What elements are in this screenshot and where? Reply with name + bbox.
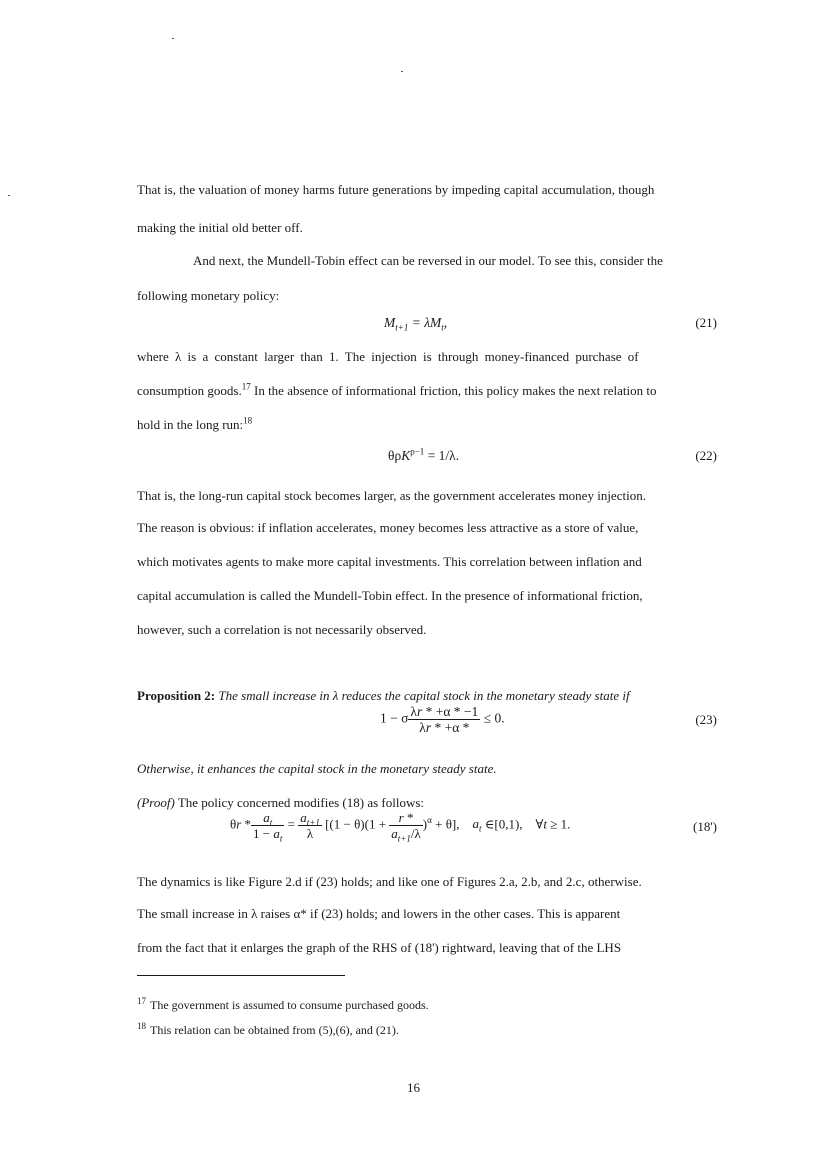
body-text-line: from the fact that it enlarges the graph of the RHS of (18') rightward, leaving that of the LHS <box>137 940 622 955</box>
proposition-heading <box>137 687 717 704</box>
page-number: 16 <box>407 1080 420 1095</box>
inline-text: hold in the long run: <box>137 417 244 432</box>
scan-speck <box>8 195 10 196</box>
scan-speck <box>401 71 403 72</box>
body-text-line: That is, the valuation of money harms future generations by impeding capital accumulation, though <box>137 182 655 197</box>
footnote-mark: 17 <box>137 996 146 1006</box>
footnote-mark: 18 <box>243 415 253 426</box>
body-text-line: The reason is obvious: if inflation accelerates, money becomes less attractive as a store of value, <box>137 520 639 535</box>
equation-number: (23) <box>695 712 717 727</box>
body-text-line: The dynamics is like Figure 2.d if (23) holds; and like one of Figures 2.a, 2.b, and 2.c, otherwise. <box>137 874 642 889</box>
equation-number: (18') <box>692 819 717 834</box>
body-text-line: where λ is a constant larger than 1. The injection is through money-financed purchase of <box>137 349 639 364</box>
equation-number: (22) <box>695 448 717 463</box>
body-text-line: And next, the Mundell-Tobin effect can be reversed in our model. To see this, consider the <box>193 253 663 268</box>
body-text-line: which motivates agents to make more capital investments. This correlation between inflation and <box>137 554 642 569</box>
scan-speck <box>172 38 174 39</box>
proof-line <box>137 794 717 811</box>
inline-text: consumption goods. <box>137 383 242 398</box>
body-text-line <box>137 382 717 399</box>
footnote-text: The government is assumed to consume purchased goods. <box>150 998 429 1012</box>
equation-21: $M_{t+1} = \lambda M_t$, <box>384 315 448 333</box>
equation-18-prime: θr * $\frac{a_t}{1 - a_t}$ = $\frac{a_{t+1}}{\lambda}$ [(1 − θ)(1 + $\frac{r *}{a_{t+1}/\lambda}$ )$^\alpha$ + θ], $a_t$ ∈[0,1), ∀t ≥ 1. <box>230 810 571 844</box>
footnote-17 <box>137 994 429 1013</box>
body-text-line: making the initial old better off. <box>137 220 303 235</box>
proposition-label: Proposition 2: <box>137 688 216 703</box>
equation-23: 1 − σ $\frac{\lambda r * +\alpha * -1}{\lambda r * +\alpha *}$ ≤ 0. <box>380 704 505 735</box>
footnote-text: This relation can be obtained from (5),(6), and (21). <box>150 1023 399 1037</box>
inline-text: In the absence of informational friction, this policy makes the next relation to <box>250 383 657 398</box>
proposition-otherwise: Otherwise, it enhances the capital stock in the monetary steady state. <box>137 761 497 776</box>
equation-22: θρK$^{\rho-1}$ = 1/λ. <box>388 446 460 463</box>
body-text-line <box>137 416 717 433</box>
body-text-line: following monetary policy: <box>137 288 280 303</box>
body-text-line: capital accumulation is called the Mundell-Tobin effect. In the presence of informational friction, <box>137 588 643 603</box>
footnote-mark: 18 <box>137 1021 146 1031</box>
footnote-18 <box>137 1019 399 1038</box>
equation-number: (21) <box>695 315 717 330</box>
footnote-mark: 17 <box>241 381 251 392</box>
proof-text: The policy concerned modifies (18) as follows: <box>177 795 425 810</box>
proof-label: (Proof) <box>137 795 175 810</box>
body-text-line: The small increase in λ raises α* if (23) holds; and lowers in the other cases. This is apparent <box>137 906 621 921</box>
footnote-rule <box>137 975 345 976</box>
body-text-line: That is, the long-run capital stock becomes larger, as the government accelerates money injection. <box>137 488 646 503</box>
proposition-text: The small increase in λ reduces the capital stock in the monetary steady state if <box>218 688 630 703</box>
body-text-line: however, such a correlation is not necessarily observed. <box>137 622 427 637</box>
